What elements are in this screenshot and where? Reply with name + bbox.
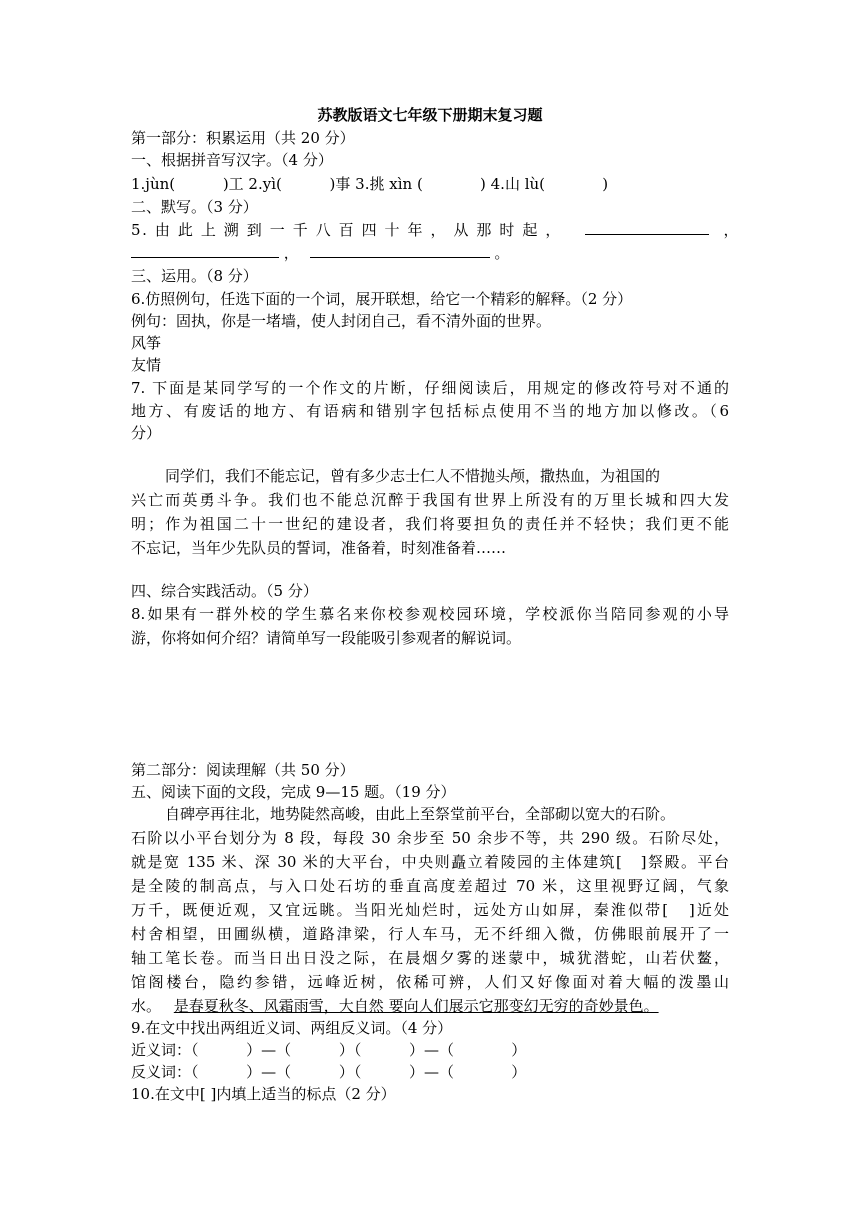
question-5-line2 [131,243,729,263]
reading-line2: 石阶以小平台划分为 8 段，每段 30 余步至 50 余步不等，共 290 级。石阶尽处， [131,829,729,847]
section5-heading: 五、阅读下面的文段，完成 9—15 题。（19 分） [131,783,456,801]
reading-line9-start: 水。 [131,997,162,1015]
word-kite: 风筝 [131,334,162,352]
blank-5c[interactable] [310,243,490,258]
doc-title: 苏教版语文七年级下册期末复习题 [317,106,543,124]
question-10: 10.在文中[ ]内填上适当的标点（2 分） [131,1085,396,1103]
passage-line1: 同学们，我们不能忘记，曾有多少志士仁人不惜抛头颅，撒热血，为祖国的 [165,467,661,485]
comma-5a: ， [723,221,739,239]
part1-heading: 第一部分：积累运用（共 20 分） [131,129,355,147]
reading-line7: 轴工笔长卷。而当日出日没之际，在晨烟夕雾的迷蒙中，城犹潜蛇，山若伏鳌， [131,949,729,967]
question-6: 6.仿照例句，任选下面的一个词，展开联想，给它一个精彩的解释。（2 分） [131,290,633,308]
section3-heading: 三、运用。（8 分） [131,267,258,285]
question-1: 1.jùn( )工 2.yì( )事 3.挑 xìn ( ) 4.山 lù( ) [131,175,609,193]
comma-5b: ， [283,244,299,262]
reading-line9 [131,996,729,1016]
blank-5a[interactable] [585,220,709,235]
question-7-line3: 分） [131,424,162,442]
section1-heading: 一、根据拼音写汉字。（4 分） [131,151,333,169]
question-8-line2: 游，你将如何介绍？请简单写一段能吸引参观者的解说词。 [131,629,522,647]
antonyms-line: 反义词：（ ）—（ ）（ ）—（ ） [131,1063,527,1081]
underlined-sentence: 是春夏秋冬、风霜雨雪，大自然 要向人们展示它那变幻无穷的奇妙景色。 [173,997,659,1015]
passage-line4: 不忘记，当年少先队员的誓词，准备着，时刻准备着…… [131,539,507,557]
question-5-line1 [131,220,739,240]
passage-line3: 明；作为祖国二十一世纪的建设者，我们将要担负的责任并不轻快；我们更不能 [131,515,729,533]
reading-line3: 就是宽 135 米、深 30 米的大平台，中央则矗立着陵园的主体建筑[ ]祭殿。平台 [131,853,729,871]
question-7-line1: 7. 下面是某同学写的一个作文的片断，仔细阅读后，用规定的修改符号对不通的 [131,379,729,397]
question-9: 9.在文中找出两组近义词、两组反义词。（4 分） [131,1019,453,1037]
synonyms-line: 近义词：（ ）—（ ）（ ）—（ ） [131,1041,527,1059]
reading-line5: 万千，既便近观，又宜远眺。当阳光灿烂时，远处方山如屏，秦淮似带[ ]近处 [131,901,729,919]
period-5c: 。 [494,244,510,262]
word-friendship: 友情 [131,356,162,374]
passage-line2: 兴亡而英勇斗争。我们也不能总沉醉于我国有世界上所没有的万里长城和四大发 [131,491,729,509]
section4-heading: 四、综合实践活动。（5 分） [131,582,318,600]
reading-line6: 村舍相望，田圃纵横，道路津梁，行人车马，无不纤细入微，仿佛眼前展开了一 [131,925,729,943]
question-5-text: 5. 由 此 上 溯 到 一 千 八 百 四 十 年 ， 从 那 时 起 ， [131,221,562,239]
reading-line4: 是全陵的制高点，与入口处石坊的垂直高度差超过 70 米，这里视野辽阔，气象 [131,877,729,895]
question-6-example: 例句：固执，你是一堵墙，使人封闭自己，看不清外面的世界。 [131,312,552,330]
question-7-line2: 地方、有废话的地方、有语病和错别字包括标点使用不当的地方加以修改。（6 [131,402,729,420]
section2-heading: 二、默写。（3 分） [131,198,258,216]
reading-line1: 自碑亭再往北，地势陡然高峻，由此上至祭堂前平台，全部砌以宽大的石阶。 [165,805,676,823]
part2-heading: 第二部分：阅读理解（共 50 分） [131,761,355,779]
blank-5b[interactable] [131,243,279,258]
reading-line8: 馆阁楼台，隐约参错，远峰近树，依稀可辨，人们又好像面对着大幅的泼墨山 [131,973,729,991]
question-8-line1: 8.如果有一群外校的学生慕名来你校参观校园环境，学校派你当陪同参观的小导 [131,605,729,623]
